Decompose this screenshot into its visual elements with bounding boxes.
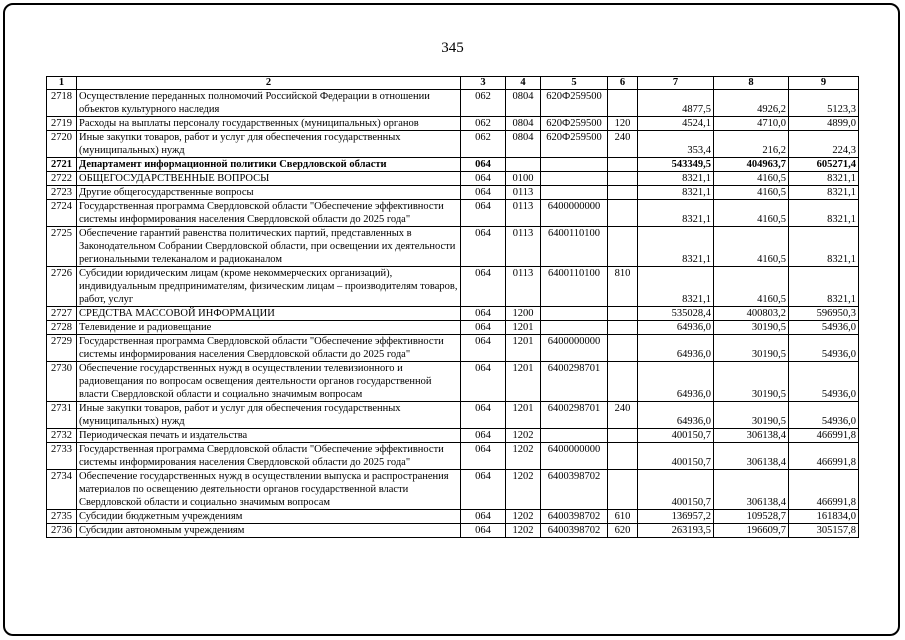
row-ministry-code: 064 <box>461 158 506 172</box>
row-amount-2: 4160,5 <box>714 227 789 267</box>
row-expense-type: 240 <box>608 402 638 429</box>
row-number: 2723 <box>47 186 77 200</box>
row-description: Периодическая печать и издательства <box>77 429 461 443</box>
row-target-code <box>541 172 608 186</box>
row-amount-1: 4877,5 <box>638 90 714 117</box>
row-description: Телевидение и радиовещание <box>77 321 461 335</box>
row-ministry-code: 064 <box>461 307 506 321</box>
row-amount-3: 161834,0 <box>789 510 859 524</box>
row-amount-1: 136957,2 <box>638 510 714 524</box>
row-number: 2735 <box>47 510 77 524</box>
row-number: 2730 <box>47 362 77 402</box>
row-ministry-code: 064 <box>461 172 506 186</box>
row-description: Департамент информационной политики Свердловской области <box>77 158 461 172</box>
row-description: Субсидии бюджетным учреждениям <box>77 510 461 524</box>
row-ministry-code: 062 <box>461 117 506 131</box>
row-ministry-code: 064 <box>461 227 506 267</box>
row-target-code: 6400110100 <box>541 267 608 307</box>
row-target-code: 620Ф259500 <box>541 90 608 117</box>
row-target-code <box>541 307 608 321</box>
row-amount-1: 400150,7 <box>638 429 714 443</box>
table-row <box>47 443 859 470</box>
table-row <box>47 267 859 307</box>
row-amount-1: 64936,0 <box>638 402 714 429</box>
row-target-code <box>541 158 608 172</box>
row-section-code: 1201 <box>506 402 541 429</box>
row-amount-1: 8321,1 <box>638 186 714 200</box>
row-expense-type <box>608 200 638 227</box>
row-ministry-code: 062 <box>461 90 506 117</box>
row-target-code: 620Ф259500 <box>541 117 608 131</box>
row-description: Иные закупки товаров, работ и услуг для обеспечения государственных (муниципальных) нужд <box>77 402 461 429</box>
row-amount-3: 8321,1 <box>789 200 859 227</box>
row-amount-3: 466991,8 <box>789 470 859 510</box>
row-section-code: 0804 <box>506 117 541 131</box>
row-ministry-code: 064 <box>461 321 506 335</box>
row-expense-type <box>608 443 638 470</box>
row-ministry-code: 062 <box>461 131 506 158</box>
row-amount-1: 543349,5 <box>638 158 714 172</box>
row-section-code: 0804 <box>506 90 541 117</box>
row-number: 2728 <box>47 321 77 335</box>
table-row <box>47 158 859 172</box>
row-expense-type <box>608 321 638 335</box>
row-expense-type <box>608 90 638 117</box>
row-amount-3: 5123,3 <box>789 90 859 117</box>
row-amount-2: 4160,5 <box>714 172 789 186</box>
row-amount-1: 64936,0 <box>638 321 714 335</box>
row-number: 2720 <box>47 131 77 158</box>
row-number: 2736 <box>47 524 77 538</box>
col-header: 4 <box>506 77 541 90</box>
row-amount-2: 30190,5 <box>714 362 789 402</box>
row-ministry-code: 064 <box>461 470 506 510</box>
row-ministry-code: 064 <box>461 362 506 402</box>
row-amount-1: 400150,7 <box>638 470 714 510</box>
row-amount-3: 54936,0 <box>789 321 859 335</box>
row-target-code: 6400110100 <box>541 227 608 267</box>
row-amount-3: 8321,1 <box>789 227 859 267</box>
row-number: 2725 <box>47 227 77 267</box>
row-target-code: 6400000000 <box>541 443 608 470</box>
row-amount-3: 596950,3 <box>789 307 859 321</box>
row-section-code: 1202 <box>506 470 541 510</box>
row-amount-3: 54936,0 <box>789 402 859 429</box>
table-row <box>47 186 859 200</box>
row-section-code: 0113 <box>506 200 541 227</box>
row-ministry-code: 064 <box>461 524 506 538</box>
row-description: Государственная программа Свердловской области "Обеспечение эффективности системы информирования населения Свердловской области до 2025 года" <box>77 335 461 362</box>
row-amount-3: 54936,0 <box>789 335 859 362</box>
row-amount-1: 8321,1 <box>638 172 714 186</box>
row-amount-2: 4160,5 <box>714 186 789 200</box>
row-ministry-code: 064 <box>461 429 506 443</box>
table-row <box>47 524 859 538</box>
table-row <box>47 429 859 443</box>
col-header: 6 <box>608 77 638 90</box>
row-description: Расходы на выплаты персоналу государственных (муниципальных) органов <box>77 117 461 131</box>
row-description: Иные закупки товаров, работ и услуг для обеспечения государственных (муниципальных) нужд <box>77 131 461 158</box>
row-amount-1: 263193,5 <box>638 524 714 538</box>
row-expense-type: 120 <box>608 117 638 131</box>
row-number: 2726 <box>47 267 77 307</box>
header-row <box>47 77 859 90</box>
row-section-code: 0804 <box>506 131 541 158</box>
row-amount-2: 196609,7 <box>714 524 789 538</box>
budget-table <box>46 76 859 538</box>
row-section-code: 0113 <box>506 227 541 267</box>
row-number: 2718 <box>47 90 77 117</box>
table-row <box>47 307 859 321</box>
row-expense-type <box>608 186 638 200</box>
row-amount-3: 54936,0 <box>789 362 859 402</box>
row-target-code <box>541 186 608 200</box>
table-row <box>47 117 859 131</box>
row-expense-type <box>608 227 638 267</box>
row-target-code: 6400298701 <box>541 402 608 429</box>
row-expense-type: 610 <box>608 510 638 524</box>
row-description: Обеспечение государственных нужд в осуществлении выпуска и распространения материалов по освещению деятельности органов государственной власти Свердловской области и социально значимым вопросам <box>77 470 461 510</box>
row-target-code <box>541 429 608 443</box>
row-expense-type <box>608 470 638 510</box>
row-description: ОБЩЕГОСУДАРСТВЕННЫЕ ВОПРОСЫ <box>77 172 461 186</box>
table-row <box>47 335 859 362</box>
row-section-code: 0113 <box>506 267 541 307</box>
row-amount-1: 8321,1 <box>638 267 714 307</box>
row-expense-type <box>608 362 638 402</box>
row-amount-1: 400150,7 <box>638 443 714 470</box>
row-amount-3: 8321,1 <box>789 267 859 307</box>
row-section-code: 0113 <box>506 186 541 200</box>
row-expense-type <box>608 172 638 186</box>
row-amount-3: 466991,8 <box>789 443 859 470</box>
col-header: 2 <box>77 77 461 90</box>
row-expense-type <box>608 307 638 321</box>
row-amount-2: 306138,4 <box>714 429 789 443</box>
table-row <box>47 227 859 267</box>
row-amount-2: 4160,5 <box>714 267 789 307</box>
table-row <box>47 90 859 117</box>
table-row <box>47 402 859 429</box>
row-expense-type <box>608 429 638 443</box>
table-row <box>47 200 859 227</box>
row-amount-2: 306138,4 <box>714 470 789 510</box>
row-amount-2: 404963,7 <box>714 158 789 172</box>
row-description: Субсидии юридическим лицам (кроме некоммерческих организаций), индивидуальным предпринимателям, физическим лицам – производителям товаров, работ, услуг <box>77 267 461 307</box>
row-ministry-code: 064 <box>461 186 506 200</box>
row-amount-1: 8321,1 <box>638 200 714 227</box>
table-row <box>47 172 859 186</box>
row-amount-1: 535028,4 <box>638 307 714 321</box>
row-ministry-code: 064 <box>461 510 506 524</box>
row-description: Другие общегосударственные вопросы <box>77 186 461 200</box>
row-number: 2721 <box>47 158 77 172</box>
row-target-code: 6400398702 <box>541 524 608 538</box>
row-number: 2722 <box>47 172 77 186</box>
row-amount-1: 64936,0 <box>638 362 714 402</box>
col-header: 9 <box>789 77 859 90</box>
row-section-code: 1201 <box>506 335 541 362</box>
row-target-code <box>541 321 608 335</box>
row-number: 2724 <box>47 200 77 227</box>
row-expense-type <box>608 335 638 362</box>
col-header: 7 <box>638 77 714 90</box>
row-ministry-code: 064 <box>461 402 506 429</box>
table-row <box>47 510 859 524</box>
row-amount-3: 8321,1 <box>789 172 859 186</box>
row-number: 2727 <box>47 307 77 321</box>
row-section-code: 1202 <box>506 510 541 524</box>
row-section-code: 0100 <box>506 172 541 186</box>
row-target-code: 6400298701 <box>541 362 608 402</box>
row-expense-type: 810 <box>608 267 638 307</box>
row-target-code: 620Ф259500 <box>541 131 608 158</box>
row-expense-type: 240 <box>608 131 638 158</box>
row-amount-1: 8321,1 <box>638 227 714 267</box>
row-description: Государственная программа Свердловской области "Обеспечение эффективности системы информирования населения Свердловской области до 2025 года" <box>77 443 461 470</box>
row-amount-2: 4160,5 <box>714 200 789 227</box>
row-target-code: 6400398702 <box>541 510 608 524</box>
row-number: 2732 <box>47 429 77 443</box>
row-section-code: 1202 <box>506 429 541 443</box>
table-row <box>47 131 859 158</box>
row-amount-1: 353,4 <box>638 131 714 158</box>
row-number: 2733 <box>47 443 77 470</box>
row-amount-3: 605271,4 <box>789 158 859 172</box>
row-number: 2734 <box>47 470 77 510</box>
row-amount-2: 30190,5 <box>714 321 789 335</box>
row-amount-3: 8321,1 <box>789 186 859 200</box>
row-amount-2: 306138,4 <box>714 443 789 470</box>
row-description: Обеспечение гарантий равенства политических партий, представленных в Законодательном Собрании Свердловской области, при освещении их деятельности региональными телеканалом и радиоканалом <box>77 227 461 267</box>
row-amount-3: 224,3 <box>789 131 859 158</box>
table-row <box>47 470 859 510</box>
row-section-code: 1200 <box>506 307 541 321</box>
row-amount-2: 400803,2 <box>714 307 789 321</box>
row-description: Осуществление переданных полномочий Российской Федерации в отношении объектов культурного наследия <box>77 90 461 117</box>
row-amount-2: 30190,5 <box>714 402 789 429</box>
row-target-code: 6400000000 <box>541 200 608 227</box>
row-description: СРЕДСТВА МАССОВОЙ ИНФОРМАЦИИ <box>77 307 461 321</box>
row-ministry-code: 064 <box>461 200 506 227</box>
col-header: 8 <box>714 77 789 90</box>
row-amount-1: 64936,0 <box>638 335 714 362</box>
row-expense-type <box>608 158 638 172</box>
row-amount-3: 466991,8 <box>789 429 859 443</box>
row-amount-2: 4926,2 <box>714 90 789 117</box>
row-ministry-code: 064 <box>461 335 506 362</box>
row-expense-type: 620 <box>608 524 638 538</box>
row-number: 2719 <box>47 117 77 131</box>
row-ministry-code: 064 <box>461 267 506 307</box>
col-header: 3 <box>461 77 506 90</box>
page-number: 345 <box>441 40 464 56</box>
row-target-code: 6400398702 <box>541 470 608 510</box>
row-section-code: 1201 <box>506 321 541 335</box>
row-ministry-code: 064 <box>461 443 506 470</box>
row-number: 2731 <box>47 402 77 429</box>
col-header: 5 <box>541 77 608 90</box>
row-section-code: 1201 <box>506 362 541 402</box>
row-section-code: 1202 <box>506 443 541 470</box>
col-header: 1 <box>47 77 77 90</box>
row-description: Обеспечение государственных нужд в осуществлении телевизионного и радиовещания по вопросам освещения деятельности органов государственной власти Свердловской области и социально значимым вопросам <box>77 362 461 402</box>
row-description: Государственная программа Свердловской области "Обеспечение эффективности системы информирования населения Свердловской области до 2025 года" <box>77 200 461 227</box>
row-amount-3: 305157,8 <box>789 524 859 538</box>
row-target-code: 6400000000 <box>541 335 608 362</box>
row-amount-2: 109528,7 <box>714 510 789 524</box>
row-amount-2: 30190,5 <box>714 335 789 362</box>
table-row <box>47 321 859 335</box>
row-section-code <box>506 158 541 172</box>
row-description: Субсидии автономным учреждениям <box>77 524 461 538</box>
row-amount-2: 216,2 <box>714 131 789 158</box>
row-amount-2: 4710,0 <box>714 117 789 131</box>
row-amount-3: 4899,0 <box>789 117 859 131</box>
row-section-code: 1202 <box>506 524 541 538</box>
row-amount-1: 4524,1 <box>638 117 714 131</box>
table-row <box>47 362 859 402</box>
row-number: 2729 <box>47 335 77 362</box>
